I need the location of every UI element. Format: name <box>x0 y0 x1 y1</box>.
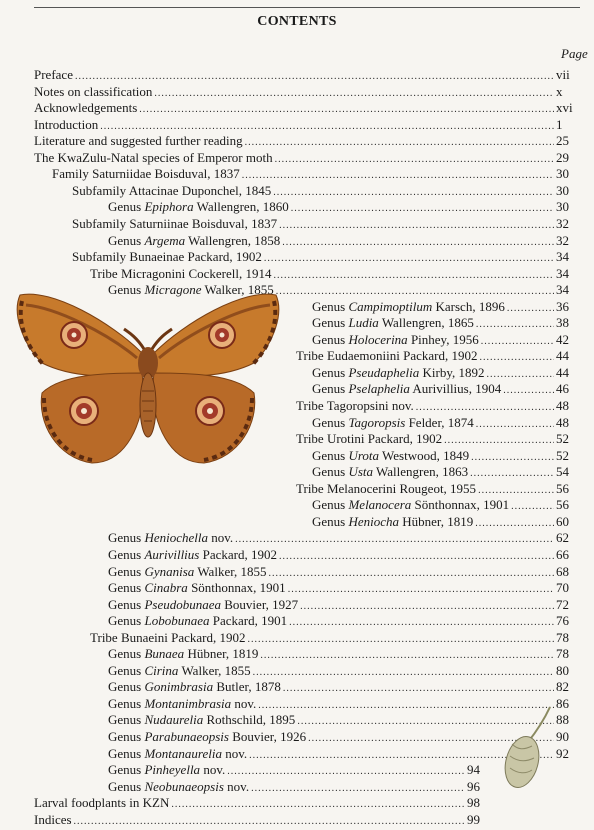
toc-entry-label <box>108 746 247 762</box>
toc-entry[interactable] <box>312 415 588 431</box>
leader-dots <box>476 317 554 333</box>
toc-entry-authority: Pinhey, 1956 <box>407 332 479 347</box>
toc-entry[interactable] <box>34 133 588 149</box>
toc-entry-text: The KwaZulu-Natal species of Emperor moth <box>34 150 273 165</box>
toc-page-number: 56 <box>556 481 569 496</box>
toc-page-number: 34 <box>556 249 569 264</box>
toc-page-number: 42 <box>556 332 569 347</box>
toc-entry-authority: Bouvier, 1926 <box>228 729 307 744</box>
leader-dots <box>291 201 554 217</box>
toc-entry-text: Subfamily Bunaeinae Packard, 1902 <box>72 249 262 264</box>
toc-entry-authority: Packard, 1902 <box>199 547 277 562</box>
toc-entry-label <box>108 762 225 778</box>
leader-dots <box>279 218 554 234</box>
toc-entry-label <box>34 150 273 166</box>
toc-entry[interactable] <box>312 448 588 464</box>
genus-name: Usta <box>348 464 374 479</box>
toc-entry-text: Notes on classification <box>34 84 153 99</box>
genus-name: Holocerina <box>348 332 408 347</box>
toc-entry[interactable] <box>108 663 588 679</box>
emperor-moth-illustration <box>12 283 284 473</box>
toc-entry[interactable] <box>312 365 588 381</box>
toc-entry-label <box>312 365 484 381</box>
toc-page-number: 38 <box>556 315 569 330</box>
toc-entry-label <box>312 497 509 513</box>
toc-page-number: 30 <box>556 199 569 214</box>
toc-page-number: 48 <box>556 415 569 430</box>
toc-entry-label <box>108 530 233 546</box>
leader-dots <box>416 400 554 416</box>
toc-entry-text: Genus <box>312 381 349 396</box>
toc-entry[interactable] <box>34 100 588 116</box>
toc-entry[interactable] <box>90 630 588 646</box>
genus-name: Nudaurelia <box>144 712 204 727</box>
toc-entry-text: Genus <box>312 315 349 330</box>
toc-entry[interactable] <box>72 216 588 232</box>
toc-entry[interactable] <box>312 497 588 513</box>
toc-entry[interactable] <box>34 67 588 83</box>
toc-entry-text: Introduction <box>34 117 99 132</box>
toc-entry[interactable] <box>108 613 588 629</box>
leader-dots <box>171 797 465 813</box>
toc-entry-label <box>108 646 258 662</box>
leader-dots <box>279 549 554 565</box>
toc-entry-text: Literature and suggested further reading <box>34 133 243 148</box>
toc-page-number: 96 <box>467 779 480 794</box>
toc-page-number: 36 <box>556 299 569 314</box>
toc-page-number: 30 <box>556 166 569 181</box>
toc-entry-label <box>312 514 473 530</box>
page-title: CONTENTS <box>257 14 337 29</box>
toc-entry-authority: nov. <box>223 779 250 794</box>
toc-entry-text: Tribe Eudaemoniini Packard, 1902 <box>296 348 478 363</box>
toc-entry-text: Genus <box>108 564 145 579</box>
toc-entry-text: Genus <box>108 199 145 214</box>
leader-dots <box>74 814 465 830</box>
toc-entry[interactable] <box>296 348 588 364</box>
genus-name: Micragone <box>144 282 202 297</box>
leader-dots <box>470 466 554 482</box>
toc-entry-label <box>52 166 240 182</box>
toc-page-number: x <box>556 84 563 99</box>
toc-entry-authority: Hübner, 1819 <box>399 514 474 529</box>
toc-entry-text: Larval foodplants in KZN <box>34 795 170 810</box>
toc-entry-text: Genus <box>312 299 349 314</box>
leader-dots <box>75 69 554 85</box>
toc-entry-label <box>312 464 468 480</box>
toc-entry-label <box>34 84 152 100</box>
toc-entry-label <box>34 812 72 828</box>
toc-entry-authority: Hübner, 1819 <box>184 646 259 661</box>
toc-page-number: 78 <box>556 646 569 661</box>
leader-dots <box>245 135 554 151</box>
toc-entry-label <box>90 266 272 282</box>
leader-dots <box>242 168 554 184</box>
toc-entry-text: Genus <box>108 646 145 661</box>
toc-entry-label <box>72 249 262 265</box>
toc-page-number: 52 <box>556 448 569 463</box>
toc-entry-text: Subfamily Saturniinae Boisduval, 1837 <box>72 216 278 231</box>
toc-entry-label <box>312 315 474 331</box>
toc-entry-label <box>108 679 281 695</box>
toc-entry[interactable] <box>72 249 588 265</box>
toc-entry-text: Tribe Micragonini Cockerell, 1914 <box>90 266 272 281</box>
toc-entry[interactable] <box>108 564 588 580</box>
toc-entry-text: Genus <box>108 233 145 248</box>
toc-page-number: 72 <box>556 597 569 612</box>
leader-dots <box>235 532 554 548</box>
toc-page-number: 94 <box>467 762 480 777</box>
toc-entry-authority: Walker, 1855 <box>194 564 267 579</box>
toc-entry-label <box>34 133 243 149</box>
toc-entry-text: Genus <box>312 464 349 479</box>
leader-dots <box>264 251 554 267</box>
toc-entry-label <box>108 547 277 563</box>
leader-dots <box>480 350 555 366</box>
toc-entry[interactable] <box>108 233 588 249</box>
toc-page-number: 60 <box>556 514 569 529</box>
leader-dots <box>289 615 554 631</box>
toc-page-number: 54 <box>556 464 569 479</box>
toc-entry[interactable] <box>108 580 588 596</box>
toc-page-number: 32 <box>556 216 569 231</box>
toc-entry-authority: Kirby, 1892 <box>419 365 485 380</box>
toc-entry-authority: Butler, 1878 <box>213 679 281 694</box>
genus-name: Gonimbrasia <box>144 679 214 694</box>
genus-name: Urota <box>348 448 380 463</box>
toc-page-number: 82 <box>556 679 569 694</box>
toc-entry[interactable] <box>72 183 588 199</box>
toc-entry-label <box>34 67 73 83</box>
genus-name: Argema <box>144 233 186 248</box>
toc-entry[interactable] <box>312 299 588 315</box>
genus-name: Pseudobunaea <box>144 597 222 612</box>
leader-dots <box>276 284 554 300</box>
toc-entry-label <box>34 795 169 811</box>
toc-entry-label <box>108 696 256 712</box>
toc-entry-text: Genus <box>312 365 349 380</box>
toc-page-number: 92 <box>556 746 569 761</box>
leader-dots <box>503 383 554 399</box>
genus-name: Neobunaeopsis <box>144 779 224 794</box>
toc-entry-label <box>108 779 249 795</box>
genus-name: Montanaurelia <box>144 746 222 761</box>
toc-entry-text: Genus <box>312 415 349 430</box>
toc-entry[interactable] <box>52 166 588 182</box>
toc-entry-text: Genus <box>312 448 349 463</box>
toc-page-number: 78 <box>556 630 569 645</box>
toc-entry-label <box>108 613 287 629</box>
leader-dots <box>227 764 465 780</box>
toc-entry[interactable] <box>108 762 480 778</box>
toc-entry-authority: nov. <box>221 746 248 761</box>
toc-entry-label <box>296 348 478 364</box>
toc-entry-label <box>312 448 469 464</box>
toc-entry-text: Tribe Tagoropsini nov. <box>296 398 414 413</box>
toc-entry-label <box>312 381 501 397</box>
toc-entry-authority: Felder, 1874 <box>405 415 474 430</box>
toc-entry-label <box>312 332 479 348</box>
toc-entry-label <box>108 712 295 728</box>
toc-page-number: 62 <box>556 530 569 545</box>
toc-page-number: 32 <box>556 233 569 248</box>
toc-entry[interactable] <box>34 812 480 828</box>
leader-dots <box>283 681 554 697</box>
leader-dots <box>444 433 554 449</box>
toc-entry-authority: Wallengren, 1860 <box>193 199 289 214</box>
toc-entry-text: Subfamily Attacinae Duponchel, 1845 <box>72 183 272 198</box>
toc-page-number: 86 <box>556 696 569 711</box>
toc-page-number: vii <box>556 67 570 82</box>
toc-page-number: 25 <box>556 133 569 148</box>
toc-entry-text: Genus <box>108 613 145 628</box>
toc-entry-text: Genus <box>108 282 145 297</box>
genus-name: Cirina <box>144 663 179 678</box>
toc-entry-authority: nov. <box>208 530 234 545</box>
toc-entry[interactable] <box>34 117 588 133</box>
toc-entry-text: Family Saturniidae Boisduval, 1837 <box>52 166 240 181</box>
toc-entry-text: Genus <box>108 696 145 711</box>
toc-entry-text: Genus <box>108 663 145 678</box>
toc-page-number: 70 <box>556 580 569 595</box>
genus-name: Heniochella <box>144 530 209 545</box>
toc-entry-text: Genus <box>312 332 349 347</box>
genus-name: Aurivillius <box>144 547 200 562</box>
toc-page-number: 29 <box>556 150 569 165</box>
toc-entry-text: Genus <box>108 746 145 761</box>
toc-entry-authority: nov. <box>200 762 226 777</box>
leader-dots <box>511 499 554 515</box>
toc-page-number: 44 <box>556 365 569 380</box>
toc-entry-text: Tribe Urotini Packard, 1902 <box>296 431 443 446</box>
toc-entry[interactable] <box>34 84 588 100</box>
genus-name: Cinabra <box>144 580 188 595</box>
genus-name: Heniocha <box>348 514 400 529</box>
genus-name: Gynanisa <box>144 564 195 579</box>
toc-page-number: 90 <box>556 729 569 744</box>
toc-entry-authority: nov. <box>231 696 257 711</box>
toc-entry-authority: Walker, 1855 <box>201 282 274 297</box>
toc-page-number: 1 <box>556 117 563 132</box>
toc-entry[interactable] <box>312 514 588 530</box>
toc-entry[interactable] <box>108 779 480 795</box>
toc-entry-authority: Sönthonnax, 1901 <box>187 580 286 595</box>
toc-entry-label <box>108 199 289 215</box>
toc-entry-text: Acknowledgements <box>34 100 138 115</box>
toc-page-number: 68 <box>556 564 569 579</box>
toc-entry-authority: Rothschild, 1895 <box>203 712 296 727</box>
toc-page-number: xvi <box>556 100 573 115</box>
toc-entry-label <box>108 564 267 580</box>
toc-page-number: 98 <box>467 795 480 810</box>
toc-entry-text: Tribe Melanocerini Rougeot, 1955 <box>296 481 477 496</box>
leader-dots <box>288 582 554 598</box>
toc-entry-label <box>296 431 442 447</box>
toc-entry-text: Indices <box>34 812 72 827</box>
toc-page-number: 34 <box>556 266 569 281</box>
toc-entry-label <box>72 183 271 199</box>
toc-entry[interactable] <box>296 481 588 497</box>
toc-entry-label <box>72 216 277 232</box>
toc-entry[interactable] <box>108 199 588 215</box>
toc-entry-text: Genus <box>108 729 145 744</box>
toc-entry-label <box>296 398 414 414</box>
genus-name: Campimoptilum <box>348 299 433 314</box>
genus-name: Epiphora <box>144 199 194 214</box>
toc-entry[interactable] <box>34 795 480 811</box>
toc-entry-authority: Sönthonnax, 1901 <box>411 497 510 512</box>
toc-entry-text: Genus <box>312 497 349 512</box>
toc-page-number: 80 <box>556 663 569 678</box>
genus-name: Pseudaphelia <box>348 365 420 380</box>
toc-entry-text: Genus <box>312 514 349 529</box>
toc-entry-label <box>312 299 505 315</box>
toc-entry-authority: Wallengren, 1865 <box>378 315 474 330</box>
toc-entry[interactable] <box>312 464 588 480</box>
toc-page-number: 99 <box>467 812 480 827</box>
genus-name: Lobobunaea <box>144 613 210 628</box>
toc-entry-text: Genus <box>108 530 145 545</box>
toc-entry-label <box>108 233 280 249</box>
toc-entry[interactable] <box>90 266 588 282</box>
toc-entry[interactable] <box>34 150 588 166</box>
toc-entry-label <box>34 100 137 116</box>
toc-entry-label <box>108 663 251 679</box>
toc-page-number: 44 <box>556 348 569 363</box>
toc-entry-text: Genus <box>108 712 145 727</box>
toc-entry-authority: Wallengren, 1863 <box>373 464 469 479</box>
genus-name: Montanimbrasia <box>144 696 232 711</box>
toc-entry-authority: Aurivillius, 1904 <box>409 381 502 396</box>
genus-name: Ludia <box>348 315 379 330</box>
toc-entry[interactable] <box>312 315 588 331</box>
toc-entry-text: Genus <box>108 597 145 612</box>
toc-page-number: 56 <box>556 497 569 512</box>
toc-page-number: 76 <box>556 613 569 628</box>
toc-entry[interactable] <box>296 398 588 414</box>
toc-entry-text: Genus <box>108 779 145 794</box>
toc-page-number: 52 <box>556 431 569 446</box>
toc-page-number: 30 <box>556 183 569 198</box>
toc-entry-text: Genus <box>108 580 145 595</box>
genus-name: Bunaea <box>144 646 185 661</box>
toc-entry-authority: Bouvier, 1927 <box>221 597 299 612</box>
toc-entry-label <box>34 117 98 133</box>
toc-page-number: 66 <box>556 547 569 562</box>
page-column-header: Page <box>561 46 588 61</box>
genus-name: Pselaphelia <box>348 381 410 396</box>
toc-entry-label <box>108 729 306 745</box>
toc-entry[interactable] <box>312 332 588 348</box>
toc-entry[interactable] <box>312 381 588 397</box>
toc-entry-label <box>108 597 298 613</box>
toc-entry[interactable] <box>108 646 588 662</box>
toc-entry[interactable] <box>108 547 588 563</box>
toc-page-number: 88 <box>556 712 569 727</box>
toc-entry-authority: Packard, 1901 <box>209 613 288 628</box>
toc-entry[interactable] <box>108 530 588 546</box>
toc-entry-text: Genus <box>108 547 145 562</box>
toc-entry-authority: Walker, 1855 <box>178 663 251 678</box>
toc-page-number: 34 <box>556 282 569 297</box>
toc-entry-label <box>296 481 476 497</box>
leader-dots <box>139 102 554 118</box>
toc-entry-authority: Karsch, 1896 <box>432 299 505 314</box>
toc-page-number: 48 <box>556 398 569 413</box>
toc-entry-label <box>90 630 246 646</box>
toc-entry-authority: Wallengren, 1858 <box>185 233 281 248</box>
toc-entry-text: Genus <box>108 679 145 694</box>
toc-entry-label <box>312 415 474 431</box>
larva-illustration <box>488 702 568 792</box>
toc-page-number: 46 <box>556 381 569 396</box>
toc-entry[interactable] <box>296 431 588 447</box>
toc-entry[interactable] <box>108 597 588 613</box>
toc-entry-text: Tribe Bunaeini Packard, 1902 <box>90 630 246 645</box>
genus-name: Tagoropsis <box>348 415 406 430</box>
toc-entry-text: Genus <box>108 762 145 777</box>
toc-entry-text: Preface <box>34 67 73 82</box>
top-rule <box>34 7 580 8</box>
genus-name: Pinheyella <box>144 762 201 777</box>
toc-entry-label <box>108 580 286 596</box>
toc-entry[interactable] <box>108 679 588 695</box>
genus-name: Melanocera <box>348 497 412 512</box>
leader-dots <box>260 648 554 664</box>
toc-entry-authority: Westwood, 1849 <box>379 448 470 463</box>
genus-name: Parabunaeopsis <box>144 729 229 744</box>
